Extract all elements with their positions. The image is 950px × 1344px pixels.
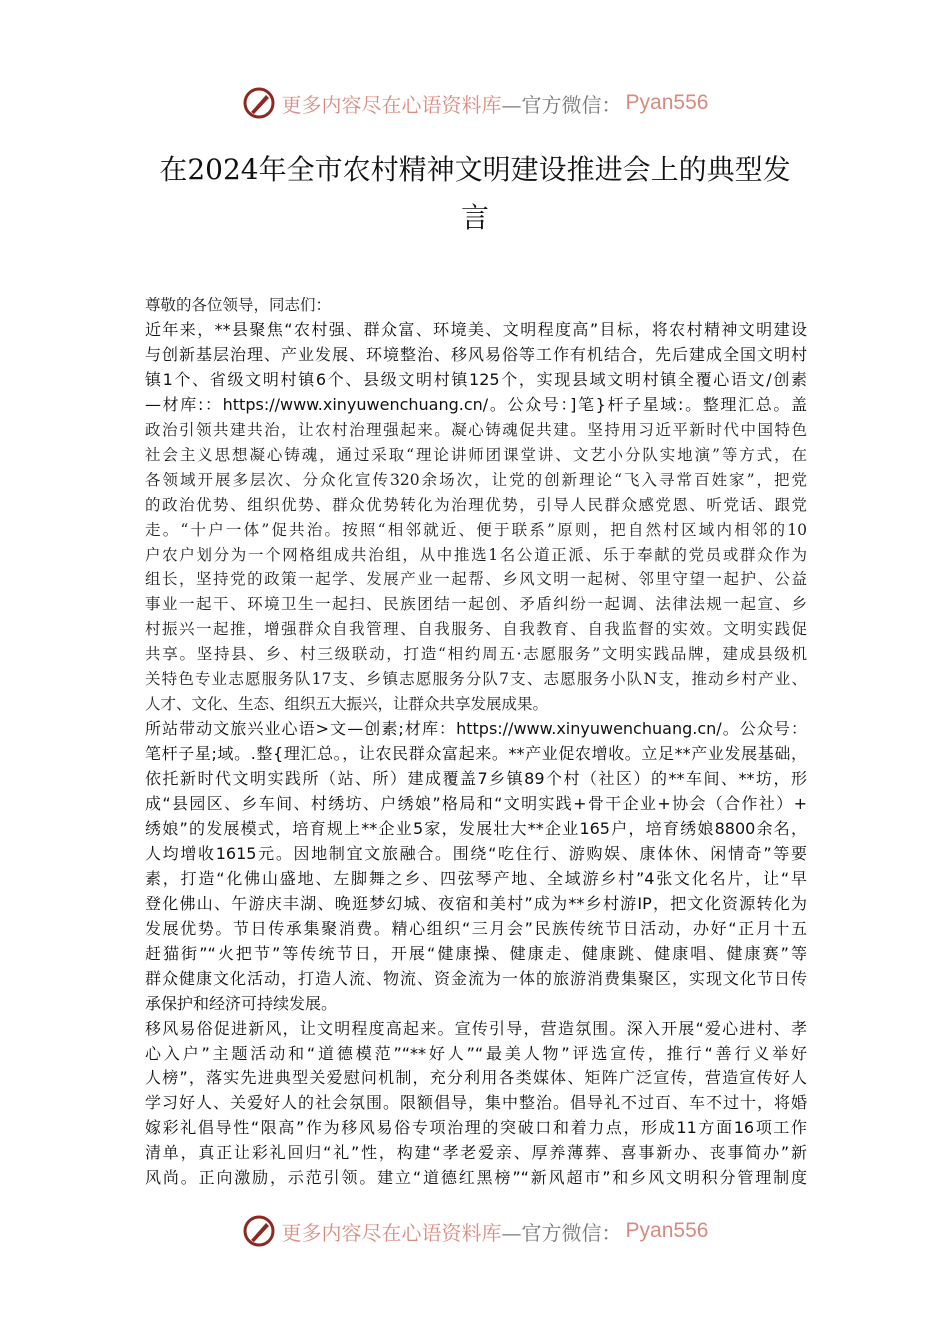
paragraph-line: 共享。坚持县、乡、村三级联动，打造“相约周五·志愿服务”文明实践品牌，建成县级机 [145,645,807,664]
paragraph-line: 的政治优势、组织优势、群众优势转化为治理优势，引导人民群众感党恩、听党话、跟党 [145,495,807,514]
paragraph-line: 关特色专业志愿服务队17支、乡镇志愿服务分队7支、志愿服务小队N支，推动乡村产业、 [145,670,807,689]
paragraph-line: 所站带动文旅兴业心语>文—创素;材库：https://www.xinyuwenchuang.cn/。公众号： [145,719,807,739]
paragraph-line: 村振兴一起推，增强群众自我管理、自我服务、自我教育、自我监督的实效。文明实践促 [145,620,807,639]
paragraph-line: 发展优势。节日传承集聚消费。精心组织“三月会”民族传统节日活动，办好“正月十五 [145,918,807,938]
paragraph-line: 近年来，**县聚焦“农村强、群众富、环境美、文明程度高”目标，将农村精神文明建设 [145,319,807,339]
paragraph-line: 依托新时代文明实践所（站、所）建成覆盖7乡镇89个村（社区）的**车间、**坊，形 [145,769,807,789]
title-line: 言 [460,201,489,234]
watermark-separator: —官方微信： [501,1220,622,1245]
paragraph-line: 清单，真正让彩礼回归“礼”性，构建“孝老爱亲、厚养薄葬、喜事新办、丧事简办”新 [145,1143,807,1163]
paragraph-line: 镇1个、省级文明村镇6个、县级文明村镇125个，实现县域文明村镇全覆心语文/创素 [145,369,807,389]
paragraph-line: 户农户划分为一个网格组成共治组，从中推选1名公道正派、乐于奉献的党员或群众作为 [145,545,807,564]
paragraph-line: 笔杆子星;域。.整{理汇总。，让农民群众富起来。**产业促农增收。立足**产业发展基础， [145,744,807,764]
paragraph-line: 政治引领共建共治，让农村治理强起来。凝心铸魂促共建。坚持用习近平新时代中国特色 [145,420,807,439]
footer-watermark [0,1211,950,1251]
watermark-wechat: Pyan556 [625,91,709,114]
paragraph-line: 学习好人、关爱好人的社会氛围。限额倡导，集中整治。倡导礼不过百、车不过十，将婚 [145,1093,807,1113]
watermark-separator: —官方微信： [501,92,622,117]
paragraph-line: 移风易俗促进新风，让文明程度高起来。宣传引导，营造氛围。深入开展“爱心进村、孝 [145,1018,807,1038]
paragraph-line: 事业一起干、环境卫生一起扫、民族团结一起创、矛盾纠纷一起调、法律法规一起宣、乡 [145,595,807,614]
paragraph-line: 人榜”，落实先进典型关爱慰问机制，充分利用各类媒体、矩阵广泛宣传，营造宣传好人 [145,1068,807,1088]
paragraph-line: 心入户”主题活动和“道德模范”“**好人”“最美人物”评选宣传，推行“善行义举好 [145,1043,807,1063]
paragraph-line: —材库:：https://www.xinyuwenchuang.cn/。公众号：]笔}杆子星域:。整理汇总。盖 [145,394,807,414]
paragraph-line: 尊敬的各位领导，同志们： [145,296,332,314]
watermark-text: 更多内容尽在心语资料库 [281,1220,502,1245]
paragraph-line: 群众健康文化活动，打造人流、物流、资金流为一体的旅游消费集聚区，实现文化节日传 [145,968,807,988]
paragraph-line: 承保护和经济可持续发展。 [145,993,338,1013]
paragraph-line: 绣娘”的发展模式，培育规上**企业5家，发展壮大**企业165户，培育绣娘8800余名， [145,818,807,838]
paragraph-line: 各领域开展多层次、分众化宣传320余场次，让党的创新理论“飞入寻常百姓家”，把党 [145,470,807,489]
document-title [120,146,830,242]
paragraph-line: 成“县园区、乡车间、村绣坊、户绣娘”格局和“文明实践+骨干企业+协会（合作社）+ [145,794,807,813]
paragraph-line: 登化佛山、午游庆丰湖、晚逛梦幻城、夜宿和美村”成为**乡村游IP，把文化资源转化为 [145,893,807,913]
paragraph-line: 风尚。正向激励，示范引领。建立“道德红黑榜”“新风超市”和乡风文明积分管理制度 [145,1168,807,1188]
pen-logo-icon [242,1214,276,1248]
paragraph-line: 人才、文化、生态、组织五大振兴，让群众共享发展成果。 [145,695,549,714]
paragraph-line: 素，打造“化佛山盛地、左脚舞之乡、四弦琴产地、全域游乡村”4张文化名片，让“早 [145,868,807,888]
paragraph-line: 人均增收1615元。因地制宜文旅融合。围绕“吃住行、游购娱、康体休、闲情奇”等要 [145,843,807,863]
paragraph-line: 与创新基层治理、产业发展、环境整治、移风易俗等工作有机结合，先后建成全国文明村 [145,344,807,364]
paragraph-line: 社会主义思想凝心铸魂，通过采取“理论讲师团课堂讲、文艺小分队实地演”等方式，在 [145,445,807,464]
paragraph-line: 组长，坚持党的政策一起学、发展产业一起帮、乡风文明一起树、邻里守望一起护、公益 [145,570,807,589]
paragraph-line: 走。“十户一体”促共治。按照“相邻就近、便于联系”原则，把自然村区域内相邻的10 [145,520,807,539]
title-line: 在2024年全市农村精神文明建设推进会上的典型发 [159,153,791,186]
header-watermark [0,83,950,123]
paragraph-line: 赶猫街”“火把节”等传统节日，开展“健康操、健康走、健康跳、健康唱、健康赛”等 [145,943,807,963]
paragraph-line: 嫁彩礼倡导性“限高”作为移风易俗专项治理的突破口和着力点，形成11方面16项工作 [145,1118,807,1138]
watermark-text: 更多内容尽在心语资料库 [281,92,502,117]
pen-logo-icon [242,86,276,120]
watermark-wechat: Pyan556 [625,1219,709,1242]
